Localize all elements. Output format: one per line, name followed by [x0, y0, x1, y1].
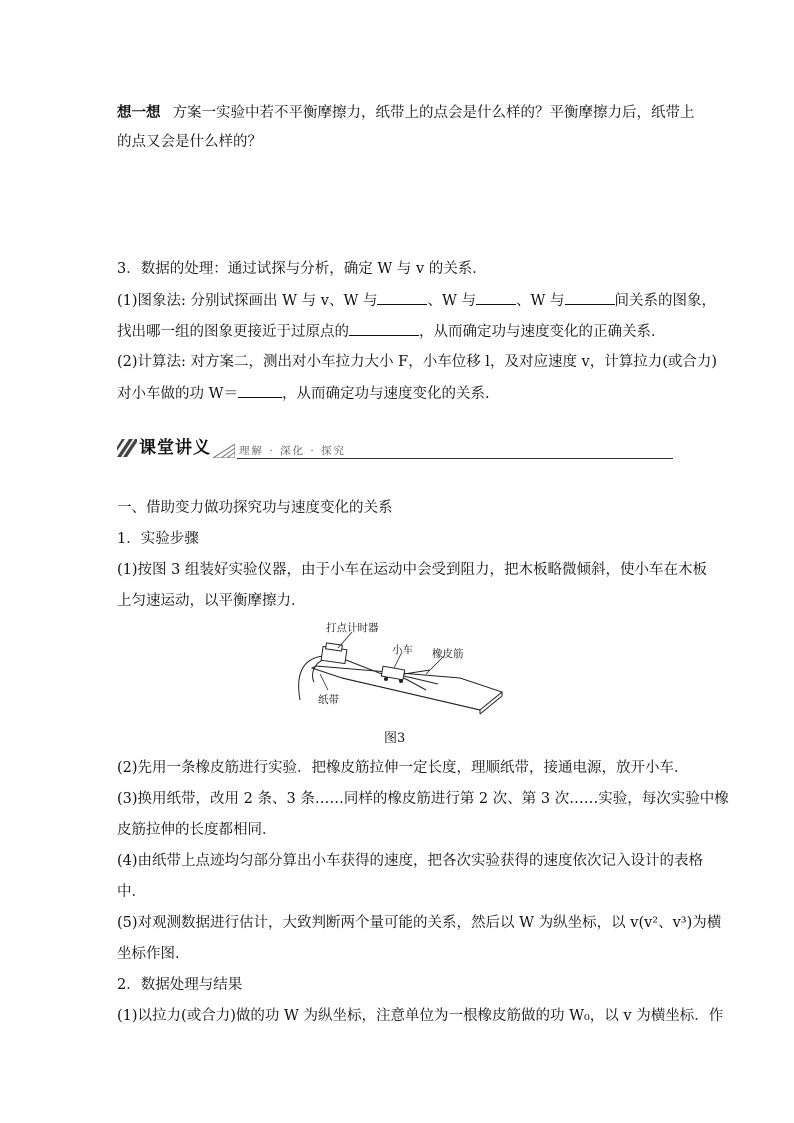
step5-line2: 坐标作图． — [117, 946, 190, 962]
label-timer: 打点计时器 — [326, 622, 379, 634]
step5-line1: (5)对观测数据进行估计，大致判断两个量可能的关系，然后以 W 为纵坐标，以 v(v²、v³)为横 — [117, 915, 722, 931]
section-subtitle: 理解 · 深化 · 探究 — [239, 445, 347, 457]
graph-text-b: 、W 与 — [427, 293, 476, 309]
calc-text-b: ，从而确定功与速度变化的关系. — [282, 386, 490, 402]
think-text-1: 方案一实验中若不平衡摩擦力，纸带上的点会是什么样的？平衡摩擦力后，纸带上 — [172, 105, 695, 121]
figure-caption: 图3 — [384, 731, 406, 746]
label-paper-tape: 纸带 — [318, 694, 339, 706]
graph-text-c: 、W 与 — [515, 293, 565, 309]
calc-method-line2 — [117, 383, 490, 404]
section-title: 课堂讲义 — [139, 438, 211, 458]
calc-text-a: 对小车做的功 W＝ — [117, 386, 239, 402]
label-cart: 小车 — [392, 644, 413, 656]
graph-text-d: 间关系的图象， — [614, 293, 716, 309]
section-triangle-icon — [213, 444, 235, 458]
blank-5 — [238, 383, 282, 398]
think-paragraph-line2: 的点又会是什么样的？ — [117, 134, 262, 150]
section-stripe-icon — [117, 439, 137, 457]
graph-text-e: 找出哪一组的图象更接近于过原点的 — [117, 324, 349, 340]
blank-4 — [349, 321, 419, 336]
think-paragraph-line1 — [117, 103, 695, 123]
part1-heading: 一、借助变力做功探究功与速度变化的关系 — [117, 500, 393, 516]
graph-method-line1 — [117, 290, 716, 311]
data-processing-heading: 3．数据的处理：通过试探与分析，确定 W 与 v 的关系． — [117, 261, 487, 277]
section-header — [117, 436, 673, 462]
think-label: 想一想 — [117, 105, 161, 121]
graph-text-a: (1)图象法: 分别试探画出 W 与 v、W 与 — [117, 293, 378, 309]
graph-text-f: ，从而确定功与速度变化的正确关系． — [419, 324, 666, 340]
section-rule — [237, 458, 673, 459]
step3-line2: 皮筋拉伸的长度都相同． — [117, 822, 277, 838]
step3-line1: (3)换用纸带，改用 2 条、3 条……同样的橡皮筋进行第 2 次、第 3 次……实验，每次实验中橡 — [117, 791, 729, 807]
step2: (2)先用一条橡皮筋进行实验．把橡皮筋拉伸一定长度，理顺纸带，接通电源，放开小车． — [117, 760, 689, 776]
figure-3 — [290, 618, 510, 718]
blank-3 — [565, 290, 615, 305]
calc-method-line1: (2)计算法: 对方案二，测出对小车拉力大小 F，小车位移 l，及对应速度 v，计算拉力(或合力) — [117, 354, 718, 370]
graph-method-line2 — [117, 321, 666, 342]
result-heading: 2．数据处理与结果 — [117, 977, 243, 993]
steps-heading: 1．实验步骤 — [117, 531, 199, 547]
result-line1: (1)以拉力(或合力)做的功 W 为纵坐标，注意单位为一根橡皮筋做的功 W₀，以 v 为横坐标．作 — [117, 1008, 724, 1024]
label-rubber-band: 橡皮筋 — [432, 648, 464, 660]
blank-1 — [377, 290, 427, 305]
step4-line2: 中． — [117, 884, 146, 900]
step4-line1: (4)由纸带上点迹均匀部分算出小车获得的速度，把各次实验获得的速度依次记入设计的表格 — [117, 853, 704, 869]
step1-line1: (1)按图 3 组装好实验仪器，由于小车在运动中会受到阻力，把木板略微倾斜，使小车在木板 — [117, 562, 707, 578]
blank-2 — [476, 290, 516, 305]
step1-line2: 上匀速运动，以平衡摩擦力． — [117, 593, 306, 609]
